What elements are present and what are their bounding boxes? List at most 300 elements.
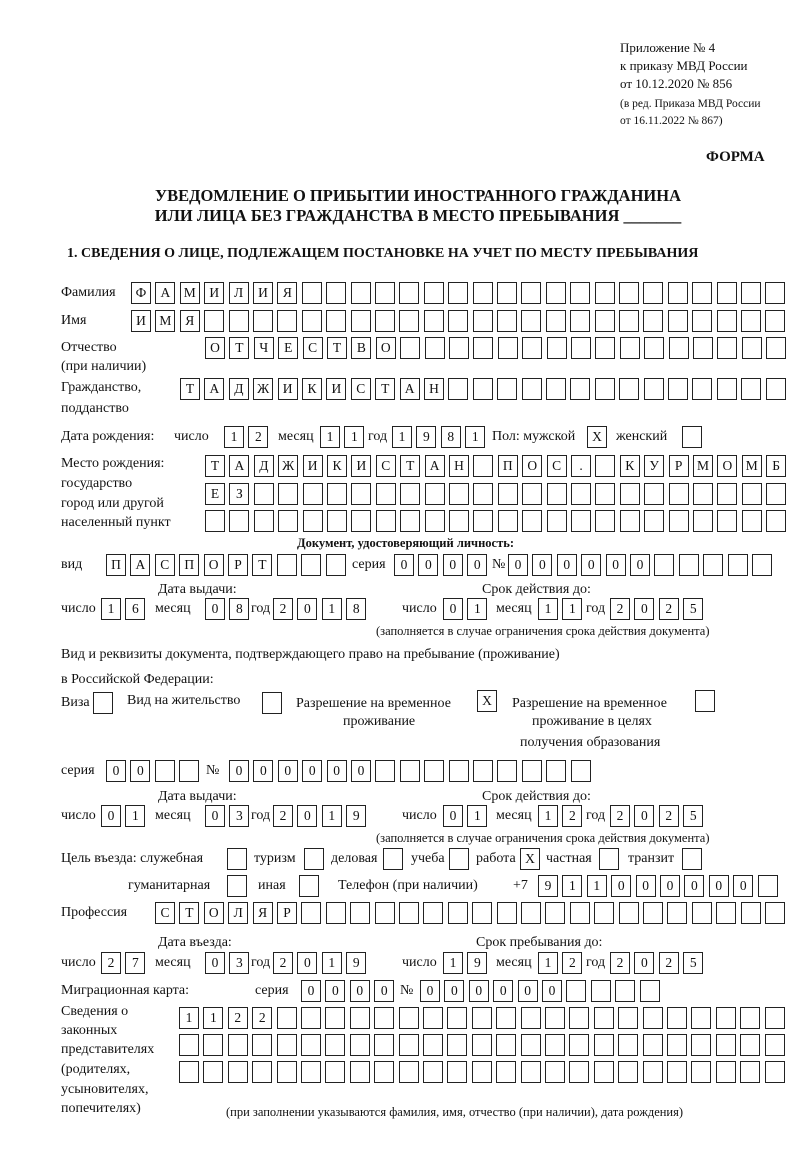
char-cell[interactable] (758, 875, 778, 897)
id-issue-month-field[interactable] (205, 598, 254, 620)
char-cell[interactable]: 0 (205, 805, 225, 827)
char-cell[interactable] (619, 378, 639, 400)
char-cell[interactable] (545, 1007, 565, 1029)
char-cell[interactable]: 9 (346, 805, 366, 827)
char-cell[interactable] (350, 1034, 370, 1056)
char-cell[interactable] (571, 483, 591, 505)
temp-residence-checkbox[interactable] (477, 690, 501, 712)
char-cell[interactable] (278, 483, 298, 505)
char-cell[interactable]: 0 (557, 554, 577, 576)
char-cell[interactable]: 2 (101, 952, 121, 974)
char-cell[interactable]: 1 (562, 875, 582, 897)
char-cell[interactable]: 0 (684, 875, 704, 897)
char-cell[interactable] (498, 337, 518, 359)
char-cell[interactable] (545, 902, 565, 924)
char-cell[interactable]: X (477, 690, 497, 712)
char-cell[interactable]: П (106, 554, 126, 576)
birth-place-line2[interactable] (205, 483, 791, 505)
char-cell[interactable]: 1 (538, 598, 558, 620)
char-cell[interactable]: 2 (562, 805, 582, 827)
char-cell[interactable] (595, 378, 615, 400)
char-cell[interactable]: Т (179, 902, 199, 924)
id-valid-year-field[interactable] (610, 598, 708, 620)
char-cell[interactable] (277, 1061, 297, 1083)
char-cell[interactable]: 1 (320, 426, 340, 448)
char-cell[interactable]: 2 (610, 598, 630, 620)
purpose-tourism-checkbox[interactable] (304, 848, 328, 870)
char-cell[interactable] (473, 760, 493, 782)
phone-field[interactable] (538, 875, 782, 897)
char-cell[interactable] (472, 1061, 492, 1083)
char-cell[interactable] (399, 310, 419, 332)
char-cell[interactable] (423, 1061, 443, 1083)
char-cell[interactable] (717, 310, 737, 332)
char-cell[interactable] (691, 1007, 711, 1029)
char-cell[interactable] (668, 310, 688, 332)
char-cell[interactable]: 0 (350, 980, 370, 1002)
char-cell[interactable] (682, 426, 702, 448)
char-cell[interactable] (302, 310, 322, 332)
char-cell[interactable] (399, 282, 419, 304)
char-cell[interactable] (599, 848, 619, 870)
char-cell[interactable]: Т (180, 378, 200, 400)
char-cell[interactable] (546, 760, 566, 782)
profession-field[interactable] (155, 902, 789, 924)
char-cell[interactable] (472, 902, 492, 924)
char-cell[interactable] (716, 1034, 736, 1056)
char-cell[interactable] (682, 848, 702, 870)
char-cell[interactable]: С (376, 455, 396, 477)
char-cell[interactable] (448, 378, 468, 400)
char-cell[interactable] (473, 310, 493, 332)
char-cell[interactable]: Ж (253, 378, 273, 400)
char-cell[interactable] (299, 875, 319, 897)
char-cell[interactable]: И (278, 378, 298, 400)
char-cell[interactable] (570, 282, 590, 304)
char-cell[interactable] (716, 902, 736, 924)
char-cell[interactable] (350, 1061, 370, 1083)
char-cell[interactable]: 9 (538, 875, 558, 897)
char-cell[interactable]: 1 (443, 952, 463, 974)
id-issue-year-field[interactable] (273, 598, 371, 620)
char-cell[interactable] (179, 1034, 199, 1056)
char-cell[interactable]: 0 (634, 598, 654, 620)
char-cell[interactable] (741, 310, 761, 332)
char-cell[interactable] (766, 483, 786, 505)
char-cell[interactable] (375, 760, 395, 782)
entry-day-field[interactable] (101, 952, 150, 974)
char-cell[interactable] (643, 902, 663, 924)
char-cell[interactable] (618, 1007, 638, 1029)
char-cell[interactable] (692, 902, 712, 924)
char-cell[interactable]: 2 (273, 952, 293, 974)
char-cell[interactable] (449, 337, 469, 359)
char-cell[interactable]: 0 (443, 554, 463, 576)
char-cell[interactable] (703, 554, 723, 576)
char-cell[interactable]: 0 (508, 554, 528, 576)
char-cell[interactable]: 1 (224, 426, 244, 448)
char-cell[interactable]: X (587, 426, 607, 448)
char-cell[interactable] (728, 554, 748, 576)
char-cell[interactable] (667, 1007, 687, 1029)
char-cell[interactable] (155, 760, 175, 782)
char-cell[interactable]: Б (766, 455, 786, 477)
char-cell[interactable]: Ч (254, 337, 274, 359)
char-cell[interactable] (425, 510, 445, 532)
char-cell[interactable] (496, 1034, 516, 1056)
char-cell[interactable] (595, 510, 615, 532)
char-cell[interactable]: 0 (733, 875, 753, 897)
char-cell[interactable] (766, 337, 786, 359)
char-cell[interactable]: И (253, 282, 273, 304)
char-cell[interactable] (304, 848, 324, 870)
char-cell[interactable] (447, 1007, 467, 1029)
char-cell[interactable] (375, 310, 395, 332)
char-cell[interactable] (669, 483, 689, 505)
stay-valid-year-field[interactable] (610, 805, 708, 827)
char-cell[interactable] (374, 1007, 394, 1029)
char-cell[interactable] (228, 1061, 248, 1083)
char-cell[interactable]: К (620, 455, 640, 477)
char-cell[interactable] (325, 1034, 345, 1056)
char-cell[interactable]: Ж (278, 455, 298, 477)
char-cell[interactable] (521, 310, 541, 332)
char-cell[interactable] (254, 510, 274, 532)
char-cell[interactable]: 0 (418, 554, 438, 576)
char-cell[interactable] (447, 1034, 467, 1056)
char-cell[interactable] (717, 510, 737, 532)
char-cell[interactable] (252, 1034, 272, 1056)
char-cell[interactable] (522, 337, 542, 359)
char-cell[interactable]: Я (277, 282, 297, 304)
char-cell[interactable] (497, 282, 517, 304)
patronymic-field[interactable] (205, 337, 791, 359)
char-cell[interactable] (740, 1007, 760, 1029)
char-cell[interactable]: 1 (467, 598, 487, 620)
char-cell[interactable] (301, 1007, 321, 1029)
char-cell[interactable] (669, 337, 689, 359)
char-cell[interactable] (591, 980, 611, 1002)
char-cell[interactable] (205, 510, 225, 532)
char-cell[interactable] (667, 902, 687, 924)
char-cell[interactable]: К (327, 455, 347, 477)
char-cell[interactable] (619, 282, 639, 304)
char-cell[interactable]: Л (229, 282, 249, 304)
char-cell[interactable]: 0 (278, 760, 298, 782)
char-cell[interactable] (277, 1034, 297, 1056)
char-cell[interactable] (569, 1034, 589, 1056)
char-cell[interactable]: 2 (610, 805, 630, 827)
sex-male-checkbox[interactable] (587, 426, 611, 448)
char-cell[interactable]: 5 (683, 598, 703, 620)
char-cell[interactable]: 1 (467, 805, 487, 827)
char-cell[interactable]: Д (229, 378, 249, 400)
char-cell[interactable]: И (351, 455, 371, 477)
char-cell[interactable] (595, 483, 615, 505)
char-cell[interactable] (522, 760, 542, 782)
char-cell[interactable] (693, 483, 713, 505)
char-cell[interactable] (717, 378, 737, 400)
char-cell[interactable]: Р (669, 455, 689, 477)
char-cell[interactable]: 0 (205, 952, 225, 974)
char-cell[interactable]: М (693, 455, 713, 477)
char-cell[interactable] (594, 1007, 614, 1029)
char-cell[interactable]: Ф (131, 282, 151, 304)
char-cell[interactable] (400, 337, 420, 359)
char-cell[interactable] (375, 902, 395, 924)
char-cell[interactable] (765, 1034, 785, 1056)
char-cell[interactable]: 0 (325, 980, 345, 1002)
char-cell[interactable]: 0 (542, 980, 562, 1002)
char-cell[interactable]: 0 (444, 980, 464, 1002)
char-cell[interactable]: 0 (297, 952, 317, 974)
char-cell[interactable] (667, 1061, 687, 1083)
char-cell[interactable] (546, 282, 566, 304)
char-cell[interactable] (545, 1034, 565, 1056)
char-cell[interactable] (399, 1061, 419, 1083)
char-cell[interactable] (204, 310, 224, 332)
char-cell[interactable] (571, 760, 591, 782)
char-cell[interactable] (620, 337, 640, 359)
char-cell[interactable]: С (155, 554, 175, 576)
char-cell[interactable]: 1 (562, 598, 582, 620)
sex-female-checkbox[interactable] (682, 426, 706, 448)
char-cell[interactable]: 2 (248, 426, 268, 448)
char-cell[interactable]: 8 (346, 598, 366, 620)
char-cell[interactable] (620, 483, 640, 505)
char-cell[interactable] (566, 980, 586, 1002)
char-cell[interactable]: 0 (394, 554, 414, 576)
char-cell[interactable]: Д (254, 455, 274, 477)
char-cell[interactable] (640, 980, 660, 1002)
char-cell[interactable] (619, 310, 639, 332)
char-cell[interactable]: Е (205, 483, 225, 505)
birth-day-field[interactable] (224, 426, 273, 448)
char-cell[interactable]: Е (278, 337, 298, 359)
char-cell[interactable]: 0 (302, 760, 322, 782)
char-cell[interactable]: 0 (518, 980, 538, 1002)
char-cell[interactable]: 0 (636, 875, 656, 897)
char-cell[interactable] (615, 980, 635, 1002)
char-cell[interactable]: 0 (443, 598, 463, 620)
char-cell[interactable] (376, 483, 396, 505)
char-cell[interactable] (301, 1061, 321, 1083)
char-cell[interactable]: 1 (125, 805, 145, 827)
char-cell[interactable]: 6 (125, 598, 145, 620)
char-cell[interactable] (472, 1034, 492, 1056)
char-cell[interactable]: 0 (420, 980, 440, 1002)
char-cell[interactable] (473, 337, 493, 359)
char-cell[interactable] (691, 1034, 711, 1056)
char-cell[interactable]: 1 (465, 426, 485, 448)
char-cell[interactable] (423, 1034, 443, 1056)
char-cell[interactable] (179, 760, 199, 782)
char-cell[interactable]: 0 (581, 554, 601, 576)
char-cell[interactable]: Т (229, 337, 249, 359)
char-cell[interactable] (496, 1061, 516, 1083)
char-cell[interactable]: 2 (659, 805, 679, 827)
char-cell[interactable] (447, 1061, 467, 1083)
char-cell[interactable] (278, 510, 298, 532)
char-cell[interactable]: О (376, 337, 396, 359)
char-cell[interactable]: 1 (203, 1007, 223, 1029)
char-cell[interactable]: А (400, 378, 420, 400)
char-cell[interactable]: А (155, 282, 175, 304)
char-cell[interactable] (692, 378, 712, 400)
stay-issue-year-field[interactable] (273, 805, 371, 827)
char-cell[interactable]: 8 (229, 598, 249, 620)
char-cell[interactable]: С (155, 902, 175, 924)
char-cell[interactable]: 0 (469, 980, 489, 1002)
stay-issue-day-field[interactable] (101, 805, 150, 827)
birth-place-line3[interactable] (205, 510, 791, 532)
char-cell[interactable] (595, 455, 615, 477)
char-cell[interactable] (569, 1007, 589, 1029)
char-cell[interactable]: 1 (322, 952, 342, 974)
char-cell[interactable]: Т (400, 455, 420, 477)
char-cell[interactable] (547, 337, 567, 359)
char-cell[interactable] (448, 310, 468, 332)
char-cell[interactable] (618, 1034, 638, 1056)
char-cell[interactable]: 0 (630, 554, 650, 576)
char-cell[interactable] (399, 1007, 419, 1029)
char-cell[interactable]: 2 (659, 952, 679, 974)
char-cell[interactable]: И (303, 455, 323, 477)
char-cell[interactable] (695, 690, 715, 712)
char-cell[interactable] (643, 310, 663, 332)
stay-until-month-field[interactable] (538, 952, 587, 974)
migration-series-field[interactable] (301, 980, 399, 1002)
char-cell[interactable]: Р (228, 554, 248, 576)
char-cell[interactable] (374, 1061, 394, 1083)
char-cell[interactable] (227, 875, 247, 897)
char-cell[interactable] (326, 554, 346, 576)
char-cell[interactable] (277, 554, 297, 576)
char-cell[interactable] (765, 902, 785, 924)
surname-field[interactable] (131, 282, 790, 304)
char-cell[interactable] (301, 1034, 321, 1056)
char-cell[interactable] (522, 483, 542, 505)
char-cell[interactable] (522, 510, 542, 532)
char-cell[interactable] (717, 337, 737, 359)
char-cell[interactable] (497, 760, 517, 782)
char-cell[interactable]: М (742, 455, 762, 477)
char-cell[interactable] (423, 1007, 443, 1029)
char-cell[interactable] (376, 510, 396, 532)
char-cell[interactable] (327, 510, 347, 532)
char-cell[interactable] (423, 902, 443, 924)
id-issue-day-field[interactable] (101, 598, 150, 620)
char-cell[interactable] (262, 692, 282, 714)
char-cell[interactable]: 1 (101, 598, 121, 620)
char-cell[interactable] (717, 282, 737, 304)
char-cell[interactable] (424, 760, 444, 782)
visa-checkbox[interactable] (93, 692, 117, 714)
char-cell[interactable]: 0 (253, 760, 273, 782)
char-cell[interactable] (203, 1061, 223, 1083)
char-cell[interactable]: С (303, 337, 323, 359)
char-cell[interactable] (692, 282, 712, 304)
char-cell[interactable] (473, 378, 493, 400)
char-cell[interactable] (619, 902, 639, 924)
char-cell[interactable]: 2 (610, 952, 630, 974)
char-cell[interactable] (766, 378, 786, 400)
id-valid-day-field[interactable] (443, 598, 492, 620)
char-cell[interactable] (326, 282, 346, 304)
char-cell[interactable] (595, 310, 615, 332)
purpose-other-checkbox[interactable] (299, 875, 323, 897)
char-cell[interactable]: 0 (327, 760, 347, 782)
char-cell[interactable] (350, 1007, 370, 1029)
char-cell[interactable] (449, 510, 469, 532)
char-cell[interactable]: Л (228, 902, 248, 924)
char-cell[interactable] (497, 902, 517, 924)
char-cell[interactable] (643, 282, 663, 304)
char-cell[interactable]: 2 (228, 1007, 248, 1029)
char-cell[interactable]: 0 (130, 760, 150, 782)
char-cell[interactable] (547, 483, 567, 505)
char-cell[interactable]: . (571, 455, 591, 477)
char-cell[interactable]: 8 (441, 426, 461, 448)
char-cell[interactable]: 1 (179, 1007, 199, 1029)
char-cell[interactable] (326, 310, 346, 332)
char-cell[interactable] (425, 483, 445, 505)
char-cell[interactable] (571, 337, 591, 359)
char-cell[interactable] (375, 282, 395, 304)
purpose-transit-checkbox[interactable] (682, 848, 706, 870)
char-cell[interactable] (545, 1061, 565, 1083)
citizenship-field[interactable] (180, 378, 790, 400)
char-cell[interactable]: М (180, 282, 200, 304)
char-cell[interactable] (351, 510, 371, 532)
char-cell[interactable]: 2 (252, 1007, 272, 1029)
char-cell[interactable] (351, 310, 371, 332)
birth-year-field[interactable] (392, 426, 490, 448)
char-cell[interactable] (325, 1007, 345, 1029)
char-cell[interactable] (569, 1061, 589, 1083)
char-cell[interactable] (399, 902, 419, 924)
stay-until-day-field[interactable] (443, 952, 492, 974)
char-cell[interactable]: П (498, 455, 518, 477)
char-cell[interactable] (546, 378, 566, 400)
char-cell[interactable]: Т (375, 378, 395, 400)
char-cell[interactable] (668, 282, 688, 304)
char-cell[interactable]: 9 (467, 952, 487, 974)
char-cell[interactable] (449, 760, 469, 782)
char-cell[interactable] (425, 337, 445, 359)
char-cell[interactable] (448, 902, 468, 924)
char-cell[interactable]: 0 (297, 598, 317, 620)
id-type-field[interactable] (106, 554, 350, 576)
char-cell[interactable] (766, 510, 786, 532)
stay-number-field[interactable] (229, 760, 595, 782)
char-cell[interactable] (521, 1061, 541, 1083)
char-cell[interactable]: 3 (229, 805, 249, 827)
char-cell[interactable] (254, 483, 274, 505)
char-cell[interactable] (203, 1034, 223, 1056)
char-cell[interactable]: 0 (606, 554, 626, 576)
char-cell[interactable]: 0 (634, 805, 654, 827)
char-cell[interactable]: У (644, 455, 664, 477)
char-cell[interactable] (399, 1034, 419, 1056)
char-cell[interactable] (498, 510, 518, 532)
char-cell[interactable] (229, 510, 249, 532)
char-cell[interactable] (765, 1061, 785, 1083)
char-cell[interactable] (618, 1061, 638, 1083)
char-cell[interactable]: 0 (634, 952, 654, 974)
char-cell[interactable]: 0 (297, 805, 317, 827)
char-cell[interactable]: С (351, 378, 371, 400)
